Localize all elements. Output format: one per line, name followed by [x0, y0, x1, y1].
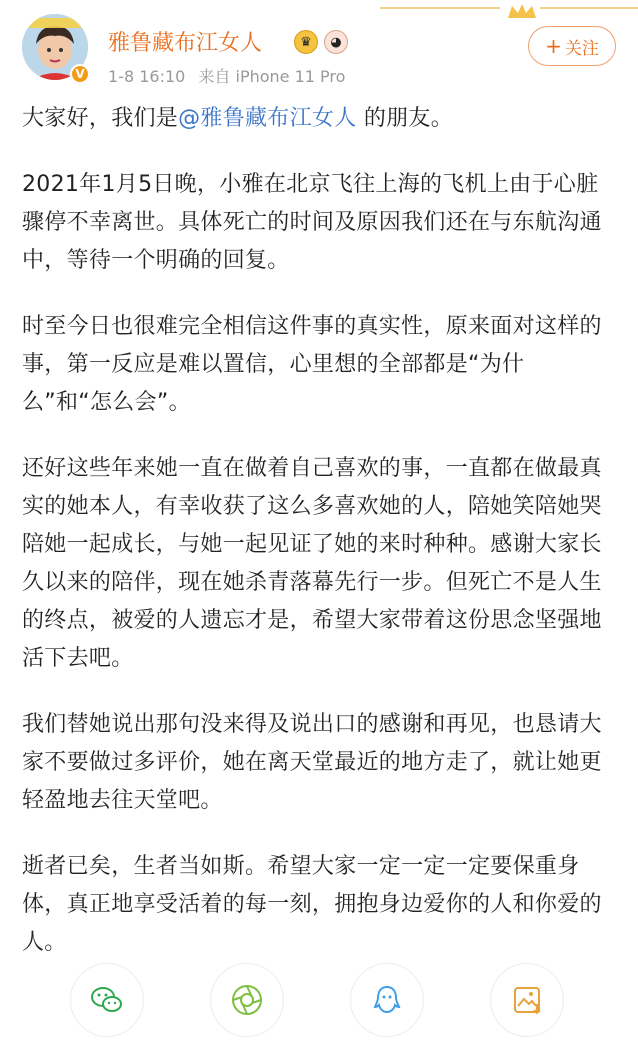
paragraph-5: 我们替她说出那句没来得及说出口的感谢和再见，也恳请大家不要做过多评价，她在离天堂最近的地方走了，就让她更轻盈地去往天堂吧。: [22, 712, 602, 813]
share-moments-button[interactable]: [210, 963, 284, 1037]
crown-emoji-icon: ♛: [294, 30, 318, 54]
post-body: [22, 100, 614, 990]
verified-badge: V: [70, 64, 90, 84]
follow-label: 关注: [564, 38, 599, 59]
mention-link[interactable]: @雅鲁藏布江女人: [178, 106, 357, 131]
post-date: 1-8 16:10: [108, 67, 186, 86]
wechat-icon: [89, 982, 125, 1018]
paragraph-3: 时至今日也很难完全相信这件事的真实性，原来面对这样的事，第一反应是难以置信，心里想的全部都是“为什么”和“怎么会”。: [22, 314, 602, 415]
plus-icon: +: [545, 34, 562, 58]
moments-icon: [229, 982, 265, 1018]
paragraph-1: [22, 100, 614, 138]
share-wechat-button[interactable]: [70, 963, 144, 1037]
post-source: 来自 iPhone 11 Pro: [198, 67, 346, 86]
cute-emoji-icon: ◕: [324, 30, 348, 54]
post-meta: [108, 64, 353, 87]
share-qq-button[interactable]: [350, 963, 424, 1037]
share-bar: [0, 963, 638, 1043]
save-image-icon: [509, 982, 545, 1018]
paragraph-4: 还好这些年来她一直在做着自己喜欢的事，一直都在做最真实的她本人，有幸收获了这么多喜欢她的人，陪她笑陪她哭陪她一起成长，与她一起见证了她的来时种种。感谢大家长久以来的陪伴，现在她杀青落幕先行一步。但死亡不是人生的终点，被爱的人遗忘才是，希望大家带着这份思念坚强地活下去吧。: [22, 456, 602, 671]
paragraph-6: 逝者已矣，生者当如斯。希望大家一定一定一定要保重身体，真正地享受活着的每一刻，拥抱身边爱你的人和你爱的人。: [22, 854, 602, 955]
save-image-button[interactable]: [490, 963, 564, 1037]
author-name[interactable]: 雅鲁藏布江女人: [108, 31, 263, 56]
paragraph-1-after: 的朋友。: [363, 106, 454, 131]
paragraph-2: 2021年1月5日晚，小雅在北京飞往上海的飞机上由于心脏骤停不幸离世。具体死亡的时间及原因我们还在与东航沟通中，等待一个明确的回复。: [22, 172, 602, 273]
qq-icon: [369, 982, 405, 1018]
post-header: [22, 14, 616, 94]
follow-button[interactable]: [528, 26, 616, 66]
paragraph-1-before: 大家好，我们是: [22, 106, 179, 131]
